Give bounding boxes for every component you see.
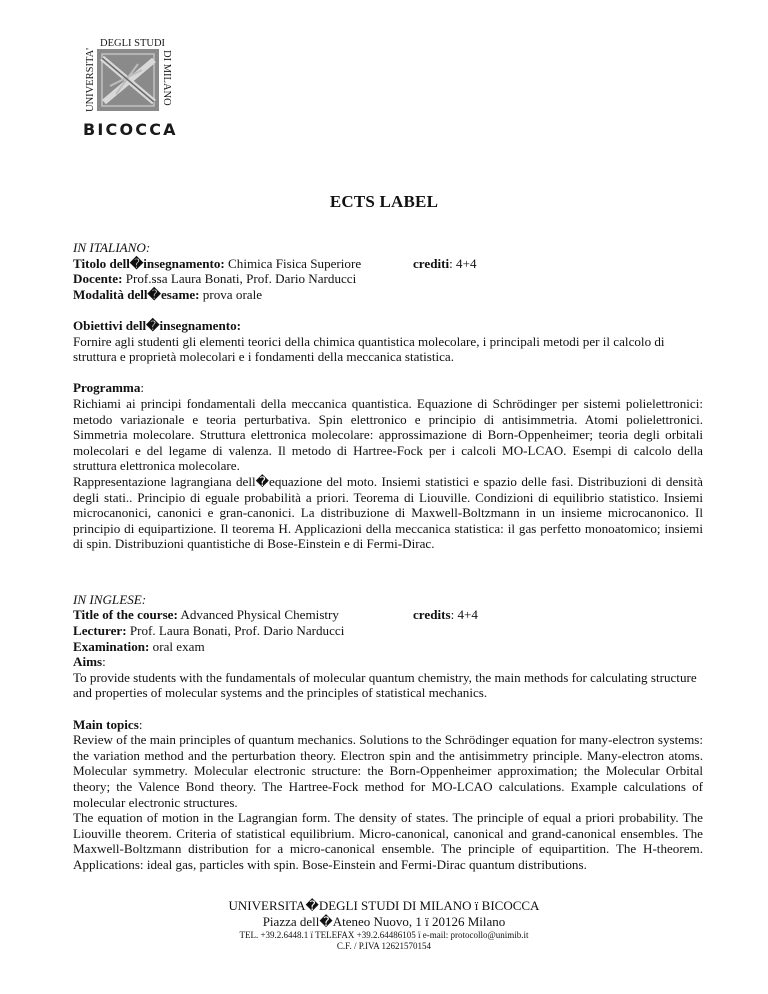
english-title-value: Advanced Physical Chemistry [177, 607, 339, 623]
english-section-label: IN INGLESE: [73, 591, 147, 607]
italian-exam-label: Modalità dell�esame: [73, 286, 200, 302]
logo-text-bottom: BICOCCA [83, 120, 178, 139]
italian-program-paragraph-1: Richiami ai principi fondamentali della meccanica quantistica. Equazione di Schrödinger per sistemi polielettronici: metodo variazionale e teoria perturbativa. Spin elettronico e principio di antisimmetria. Atomi polielettronici. Simmetria molecolare. Struttura elettronica molecolare: approssimazione di Born-Oppenheimer; teoria degli orbitali molecolari e del legame di valenza. Il metodo di Hartree-Fock per i calcoli MO-LCAO. Esempi di calcolo della struttura elettronica molecolare. [73, 395, 703, 474]
italian-title-value: Chimica Fisica Superiore [224, 255, 362, 271]
italian-exam-value: prova orale [199, 286, 263, 302]
italian-objectives-label: Obiettivi dell�insegnamento: [73, 317, 242, 333]
footer-address: Piazza dell�Ateneo Nuovo, 1 ï 20126 Milano [262, 914, 506, 929]
logo-text-right: DI MILANO [161, 50, 172, 106]
english-section [73, 592, 703, 873]
english-title-label: Title of the course: [73, 607, 178, 623]
footer-university-name: UNIVERSITA�DEGLI STUDI DI MILANO ï BICOCCA [228, 898, 540, 913]
english-topics-paragraph-2: The equation of motion in the Lagrangian form. The density of states. The principle of equal a priori probability. The Liouville theorem. Criteria of statistical equilibrium. Micro-canonical, canonical and grand-canonical ensembles. The Maxwell-Boltzmann distribution for a micro-canonical ensemble. The principle of equipartition. The H-theorem. Applications: ideal gas, particles with spin. Bose-Einstein and Fermi-Dirac quantum distributions. [73, 810, 703, 872]
english-aims-heading [73, 654, 703, 670]
footer-tax-id: C.F. / P.IVA 12621570154 [336, 941, 432, 951]
italian-credits-label: crediti [413, 255, 450, 271]
italian-program-heading [73, 380, 703, 396]
english-lecturer-label: Lecturer: [73, 623, 127, 639]
english-aims-text: To provide students with the fundamentals of molecular quantum chemistry, the main methods for calculating structure and properties of molecular systems and the principles of statistical mechanics. [73, 669, 697, 701]
italian-credits [413, 256, 477, 272]
italian-title-row [73, 256, 703, 272]
italian-program-colon: : [140, 380, 145, 396]
page-title: ECTS LABEL [329, 192, 439, 211]
italian-title-label: Titolo dell�insegnamento: [73, 255, 225, 271]
english-lecturer-row [73, 623, 703, 639]
english-aims-label: Aims [73, 654, 103, 670]
logo-text-left: UNIVERSITA' [85, 47, 96, 112]
italian-section [73, 240, 703, 552]
english-credits-label: credits [413, 607, 451, 623]
english-credits [413, 607, 478, 623]
italian-program-paragraph-2: Rappresentazione lagrangiana dell�equazione del moto. Insiemi statistici e spazio delle fasi. Distribuzioni di densità degli stati.. Principio di eguale probabilità a priori. Teorema di Liouville. Condizioni di equilibrio statistico. Insiemi microcanonici, canonici e gran-canonici. La distribuzione di Maxwell-Boltzmann in un insieme microcanonico. Il principio di equipartizione. Il teorema H. Applicazioni della meccanica statistica: il gas perfetto monoatomico; insiemi di spin. Distribuzioni quantistiche di Bose-Einstein e di Fermi-Dirac. [73, 473, 703, 552]
english-exam-label: Examination: [73, 638, 150, 654]
italian-credits-value: : 4+4 [449, 255, 477, 271]
english-aims-colon: : [102, 654, 106, 670]
english-title-row [73, 607, 703, 623]
page-footer [0, 898, 768, 952]
italian-teacher-value: Prof.ssa Laura Bonati, Prof. Dario Narducci [122, 271, 357, 287]
footer-contacts: TEL. +39.2.6448.1 ï TELEFAX +39.2.64486105 ï e-mail: protocollo@unimib.it [239, 930, 529, 940]
italian-exam-row [73, 287, 703, 303]
italian-objectives-text: Fornire agli studenti gli elementi teorici della chimica quantistica molecolare, i principali metodi per il calcolo di struttura e proprietà molecolari e i fondamenti della meccanica statistica. [73, 333, 665, 365]
english-topics-label: Main topics [73, 716, 139, 732]
english-exam-row [73, 639, 703, 655]
english-topics-heading [73, 717, 703, 733]
italian-program-label: Programma [73, 380, 141, 396]
university-logo [80, 36, 180, 140]
italian-teacher-row [73, 271, 703, 287]
italian-section-label: IN ITALIANO: [73, 240, 151, 255]
english-topics-paragraph-1: Review of the main principles of quantum mechanics. Solutions to the Schrödinger equation for many-electron systems: the variation method and the perturbation theory. Electron spin and the antisimmetry principle. Many-electron atoms. Molecular symmetry. Molecular electronic structure: the Born-Oppenheimer approximation; the Molecular Orbital theory; the Valence Bond theory. The Hartree-Fock method for MO-LCAO calculations. Example calculations of molecular electronic structures. [73, 732, 703, 810]
english-topics-colon: : [138, 716, 143, 732]
bicocca-logo-graphic [80, 36, 180, 140]
italian-teacher-label: Docente: [73, 271, 123, 287]
english-lecturer-value: Prof. Laura Bonati, Prof. Dario Narducci [126, 623, 345, 639]
english-exam-value: oral exam [149, 638, 205, 654]
english-credits-value: : 4+4 [450, 607, 478, 623]
document-body [73, 240, 703, 873]
logo-text-top: DEGLI STUDI [100, 38, 166, 49]
